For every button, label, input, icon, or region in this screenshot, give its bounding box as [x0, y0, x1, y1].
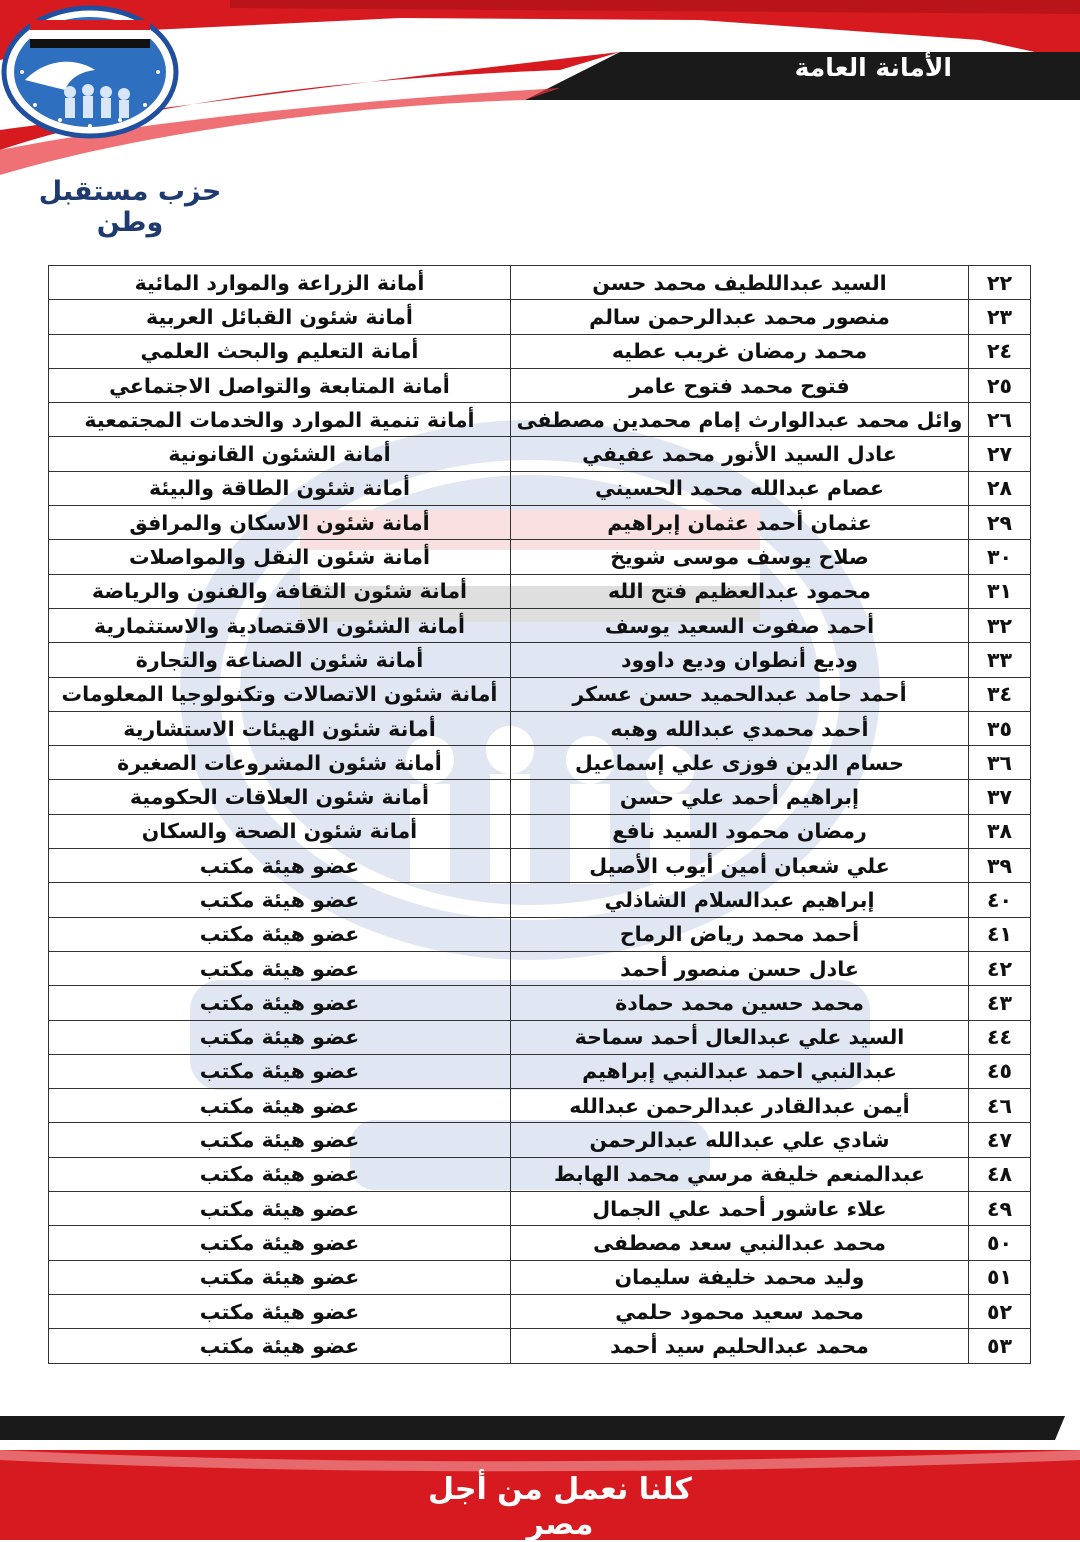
- row-number-cell: ٢٧: [969, 437, 1031, 471]
- table-row: [49, 849, 1031, 883]
- row-number-cell: ٢٣: [969, 300, 1031, 334]
- row-number-cell: ٥٣: [969, 1329, 1031, 1363]
- page-footer: [0, 1410, 1080, 1540]
- member-name-cell: عادل حسن منصور أحمد: [511, 951, 969, 985]
- row-number-cell: ٣١: [969, 574, 1031, 608]
- member-role-cell: أمانة شئون الاتصالات وتكنولوجيا المعلومات: [49, 677, 511, 711]
- member-name-cell: السيد علي عبدالعال أحمد سماحة: [511, 1020, 969, 1054]
- row-number-cell: ٤٦: [969, 1089, 1031, 1123]
- table-row: [49, 266, 1031, 300]
- row-number-cell: ٤٧: [969, 1123, 1031, 1157]
- table-row: [49, 780, 1031, 814]
- row-number-cell: ٢٤: [969, 334, 1031, 368]
- row-number-cell: ٣٢: [969, 608, 1031, 642]
- member-role-cell: عضو هيئة مكتب: [49, 1294, 511, 1328]
- row-number-cell: ٥٠: [969, 1226, 1031, 1260]
- member-role-cell: عضو هيئة مكتب: [49, 1157, 511, 1191]
- member-role-cell: عضو هيئة مكتب: [49, 951, 511, 985]
- member-role-cell: عضو هيئة مكتب: [49, 849, 511, 883]
- member-role-cell: أمانة شئون الهيئات الاستشارية: [49, 711, 511, 745]
- table-row: [49, 917, 1031, 951]
- member-name-cell: إبراهيم أحمد علي حسن: [511, 780, 969, 814]
- row-number-cell: ٤٢: [969, 951, 1031, 985]
- row-number-cell: ٤١: [969, 917, 1031, 951]
- page-header: [0, 0, 1080, 240]
- row-number-cell: ٤٨: [969, 1157, 1031, 1191]
- member-role-cell: أمانة شئون الاسكان والمرافق: [49, 506, 511, 540]
- member-role-cell: أمانة الشئون القانونية: [49, 437, 511, 471]
- table-row: [49, 986, 1031, 1020]
- row-number-cell: ٣٦: [969, 746, 1031, 780]
- row-number-cell: ٣٩: [969, 849, 1031, 883]
- member-name-cell: محمد رمضان غريب عطيه: [511, 334, 969, 368]
- table-row: [49, 1157, 1031, 1191]
- table-row: [49, 1329, 1031, 1363]
- member-name-cell: أحمد صفوت السعيد يوسف: [511, 608, 969, 642]
- table-row: [49, 574, 1031, 608]
- member-role-cell: أمانة تنمية الموارد والخدمات المجتمعية: [49, 403, 511, 437]
- table-row: [49, 608, 1031, 642]
- member-role-cell: عضو هيئة مكتب: [49, 986, 511, 1020]
- member-name-cell: منصور محمد عبدالرحمن سالم: [511, 300, 969, 334]
- row-number-cell: ٤٥: [969, 1054, 1031, 1088]
- table-row: [49, 368, 1031, 402]
- member-name-cell: عبدالنبي احمد عبدالنبي إبراهيم: [511, 1054, 969, 1088]
- table-row: [49, 1192, 1031, 1226]
- table-row: [49, 814, 1031, 848]
- table-row: [49, 677, 1031, 711]
- member-name-cell: وائل محمد عبدالوارث إمام محمدين مصطفى: [511, 403, 969, 437]
- member-role-cell: عضو هيئة مكتب: [49, 1054, 511, 1088]
- row-number-cell: ٣٧: [969, 780, 1031, 814]
- member-role-cell: أمانة شئون المشروعات الصغيرة: [49, 746, 511, 780]
- member-name-cell: صلاح يوسف موسى شويخ: [511, 540, 969, 574]
- member-name-cell: السيد عبداللطيف محمد حسن: [511, 266, 969, 300]
- row-number-cell: ٤٣: [969, 986, 1031, 1020]
- member-name-cell: محمد سعيد محمود حلمي: [511, 1294, 969, 1328]
- member-role-cell: أمانة الزراعة والموارد المائية: [49, 266, 511, 300]
- member-role-cell: عضو هيئة مكتب: [49, 883, 511, 917]
- member-name-cell: أيمن عبدالقادر عبدالرحمن عبدالله: [511, 1089, 969, 1123]
- table-row: [49, 1260, 1031, 1294]
- table-row: [49, 1089, 1031, 1123]
- member-name-cell: محمد عبدالحليم سيد أحمد: [511, 1329, 969, 1363]
- member-name-cell: حسام الدين فوزى علي إسماعيل: [511, 746, 969, 780]
- row-number-cell: ٣٤: [969, 677, 1031, 711]
- member-role-cell: عضو هيئة مكتب: [49, 1329, 511, 1363]
- row-number-cell: ٤٤: [969, 1020, 1031, 1054]
- table-row: [49, 403, 1031, 437]
- table-row: [49, 334, 1031, 368]
- member-name-cell: أحمد حامد عبدالحميد حسن عسكر: [511, 677, 969, 711]
- member-role-cell: عضو هيئة مكتب: [49, 1020, 511, 1054]
- member-name-cell: وليد محمد خليفة سليمان: [511, 1260, 969, 1294]
- row-number-cell: ٥١: [969, 1260, 1031, 1294]
- party-logo-icon: [0, 0, 180, 140]
- member-name-cell: عثمان أحمد عثمان إبراهيم: [511, 506, 969, 540]
- member-role-cell: أمانة شئون الثقافة والفنون والرياضة: [49, 574, 511, 608]
- table-row: [49, 540, 1031, 574]
- member-name-cell: عادل السيد الأنور محمد عفيفي: [511, 437, 969, 471]
- member-role-cell: أمانة التعليم والبحث العلمي: [49, 334, 511, 368]
- member-name-cell: إبراهيم عبدالسلام الشاذلي: [511, 883, 969, 917]
- member-role-cell: أمانة المتابعة والتواصل الاجتماعي: [49, 368, 511, 402]
- member-name-cell: رمضان محمود السيد نافع: [511, 814, 969, 848]
- row-number-cell: ٣٠: [969, 540, 1031, 574]
- member-role-cell: عضو هيئة مكتب: [49, 917, 511, 951]
- member-role-cell: أمانة الشئون الاقتصادية والاستثمارية: [49, 608, 511, 642]
- row-number-cell: ٣٥: [969, 711, 1031, 745]
- table-row: [49, 471, 1031, 505]
- page-title: الأمانة العامة: [794, 53, 952, 82]
- table-row: [49, 1123, 1031, 1157]
- row-number-cell: ٢٨: [969, 471, 1031, 505]
- member-role-cell: أمانة شئون النقل والمواصلات: [49, 540, 511, 574]
- row-number-cell: ٣٣: [969, 643, 1031, 677]
- member-name-cell: علاء عاشور أحمد علي الجمال: [511, 1192, 969, 1226]
- member-name-cell: فتوح محمد فتوح عامر: [511, 368, 969, 402]
- row-number-cell: ٢٥: [969, 368, 1031, 402]
- row-number-cell: ٢٩: [969, 506, 1031, 540]
- member-role-cell: أمانة شئون الصحة والسكان: [49, 814, 511, 848]
- member-role-cell: أمانة شئون العلاقات الحكومية: [49, 780, 511, 814]
- table-row: [49, 643, 1031, 677]
- row-number-cell: ٤٩: [969, 1192, 1031, 1226]
- table-row: [49, 951, 1031, 985]
- row-number-cell: ٣٨: [969, 814, 1031, 848]
- member-name-cell: علي شعبان أمين أيوب الأصيل: [511, 849, 969, 883]
- member-role-cell: عضو هيئة مكتب: [49, 1260, 511, 1294]
- member-role-cell: أمانة شئون الطاقة والبيئة: [49, 471, 511, 505]
- member-role-cell: عضو هيئة مكتب: [49, 1089, 511, 1123]
- member-name-cell: عصام عبدالله محمد الحسيني: [511, 471, 969, 505]
- member-name-cell: محمد عبدالنبي سعد مصطفى: [511, 1226, 969, 1260]
- table-row: [49, 506, 1031, 540]
- table-row: [49, 300, 1031, 334]
- table-row: [49, 1294, 1031, 1328]
- member-name-cell: وديع أنطوان وديع داوود: [511, 643, 969, 677]
- member-role-cell: أمانة شئون القبائل العربية: [49, 300, 511, 334]
- table-row: [49, 711, 1031, 745]
- member-role-cell: أمانة شئون الصناعة والتجارة: [49, 643, 511, 677]
- table-row: [49, 1226, 1031, 1260]
- member-name-cell: شادي علي عبدالله عبدالرحمن: [511, 1123, 969, 1157]
- row-number-cell: ٢٢: [969, 266, 1031, 300]
- footer-slogan: كلنا نعمل من أجل مصر: [428, 1472, 692, 1542]
- row-number-cell: ٢٦: [969, 403, 1031, 437]
- member-name-cell: أحمد محمد رياض الرماح: [511, 917, 969, 951]
- table-row: [49, 437, 1031, 471]
- party-name: حزب مستقبل وطن: [38, 176, 222, 238]
- member-name-cell: محمد حسين محمد حمادة: [511, 986, 969, 1020]
- table-row: [49, 1020, 1031, 1054]
- row-number-cell: ٥٢: [969, 1294, 1031, 1328]
- member-name-cell: أحمد محمدي عبدالله وهبه: [511, 711, 969, 745]
- member-role-cell: عضو هيئة مكتب: [49, 1123, 511, 1157]
- member-name-cell: محمود عبدالعظيم فتح الله: [511, 574, 969, 608]
- row-number-cell: ٤٠: [969, 883, 1031, 917]
- table-row: [49, 883, 1031, 917]
- members-table: [48, 265, 1031, 1364]
- table-row: [49, 1054, 1031, 1088]
- member-role-cell: عضو هيئة مكتب: [49, 1192, 511, 1226]
- member-role-cell: عضو هيئة مكتب: [49, 1226, 511, 1260]
- member-name-cell: عبدالمنعم خليفة مرسي محمد الهابط: [511, 1157, 969, 1191]
- table-row: [49, 746, 1031, 780]
